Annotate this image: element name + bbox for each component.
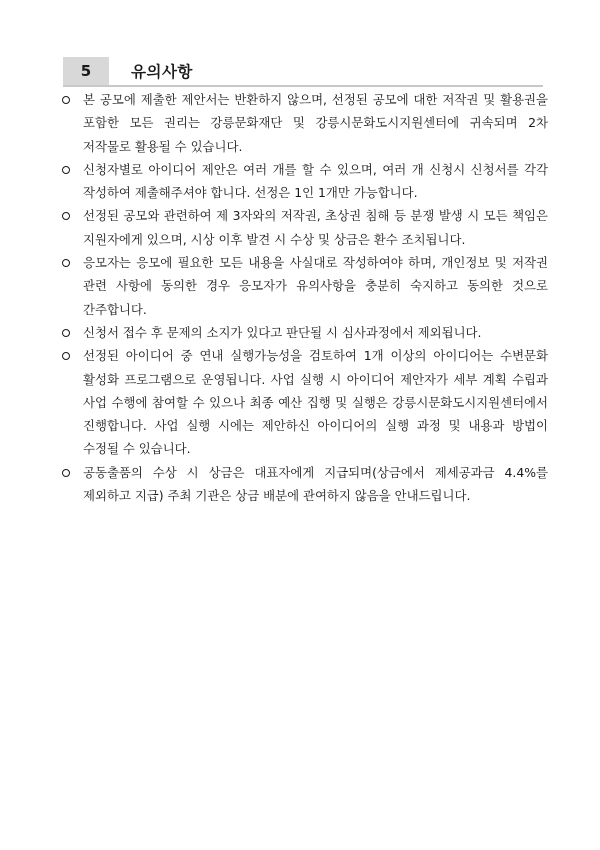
- section-number: 5: [63, 57, 109, 85]
- notice-text: 본 공모에 제출한 제안서는 반환하지 않으며, 선정된 공모에 대한 저작권 및 활용권을 포함한 모든 권리는 강릉문화재단 및 강릉시문화도시지원센터에 귀속되며 2차 저작물로 활용될 수 있습니다.: [83, 92, 548, 154]
- notice-text: 신청자별로 아이디어 제안은 여러 개를 할 수 있으며, 여러 개 신청시 신청서를 각각 작성하여 제출해주셔야 합니다. 선정은 1인 1개만 가능합니다.: [83, 161, 548, 201]
- notice-text: 응모자는 응모에 필요한 모든 내용을 사실대로 작성하여야 하며, 개인정보 및 저작권 관련 사항에 동의한 경우 응모자가 유의사항을 충분히 숙지하고 동의한 것으로 간주합니다.: [83, 255, 548, 317]
- notice-item: [62, 88, 548, 158]
- circle-bullet-icon: [62, 469, 70, 477]
- notice-list: [62, 88, 548, 507]
- section-title: 유의사항: [131, 63, 193, 81]
- circle-bullet-icon: [62, 96, 70, 104]
- circle-bullet-icon: [62, 212, 70, 220]
- notice-text: 공동출품의 수상 시 상금은 대표자에게 지급되며(상금에서 제세공과금 4.4%를 제외하고 지급) 주최 기관은 상금 배분에 관여하지 않음을 안내드립니다.: [83, 464, 548, 504]
- notice-text: 선정된 공모와 관련하여 제 3자와의 저작권, 초상권 침해 등 분쟁 발생 시 모든 책임은 지원자에게 있으며, 시상 이후 발견 시 수상 및 상금은 환수 조치됩니다.: [83, 208, 548, 247]
- notice-item: [62, 461, 548, 508]
- circle-bullet-icon: [62, 352, 70, 360]
- notice-item: [62, 321, 548, 344]
- notice-text: 선정된 아이디어 중 연내 실행가능성을 검토하여 1개 이상의 아이디어는 수변문화 활성화 프로그램으로 운영됩니다. 사업 실행 시 아이디어 제안자가 세부 계획 수립과 사업 수행에 참여할 수 있으나 최종 예산 집행 및 실행은 강릉시문화도시지원센터에서 진행합니다. 사업 실행 시에는 제안하신 아이디어의 실행 과정 및 내용과 방법이 수정될 수 있습니다.: [83, 348, 548, 457]
- circle-bullet-icon: [62, 329, 70, 337]
- notice-item: [62, 344, 548, 460]
- notice-item: [62, 204, 548, 251]
- notice-text: 신청서 접수 후 문제의 소지가 있다고 판단될 시 심사과정에서 제외됩니다.: [83, 324, 482, 340]
- notice-item: [62, 158, 548, 205]
- notice-item: [62, 251, 548, 321]
- section-header: [63, 57, 543, 87]
- circle-bullet-icon: [62, 166, 70, 174]
- circle-bullet-icon: [62, 259, 70, 267]
